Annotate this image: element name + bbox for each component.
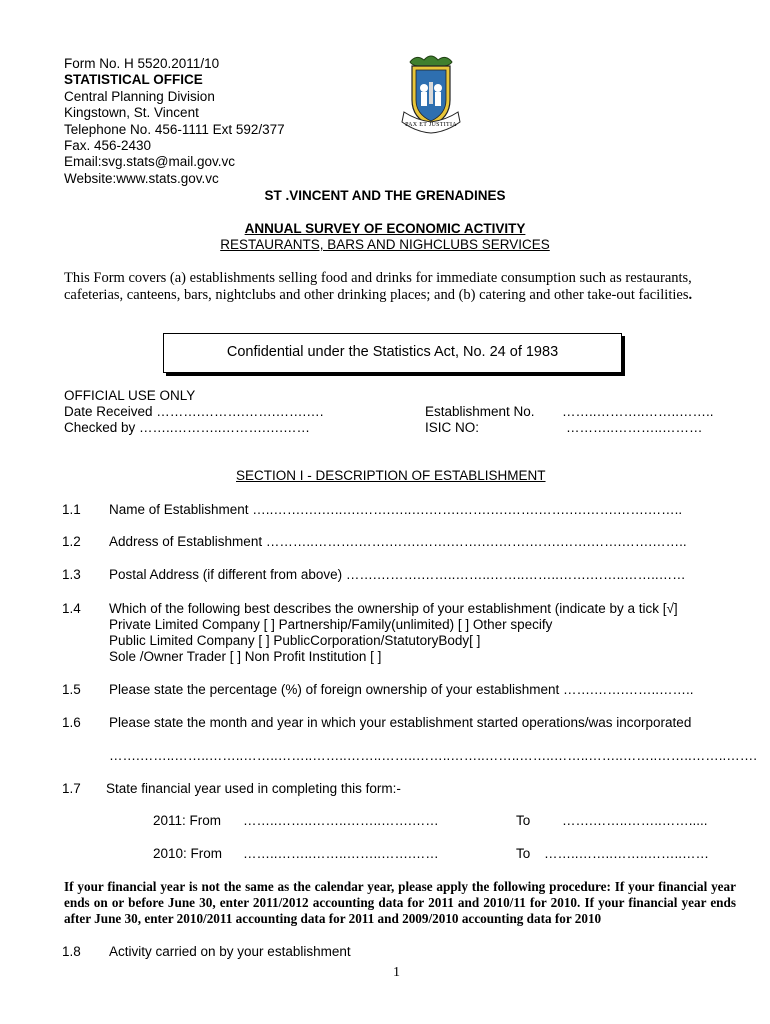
foreign-ownership-field[interactable]: Please state the percentage (%) of foreign ownership of your establishment …….…….……..……..: [109, 682, 694, 697]
fy-2011-to-label: To: [516, 813, 531, 828]
item-number: 1.3: [62, 567, 81, 582]
form-number: Form No. H 5520.2011/10: [64, 56, 220, 71]
crest-motto: PAX ET JUSTITIA: [405, 122, 457, 128]
postal-address-field[interactable]: Postal Address (if different from above) …….……….……..……..……..……..…….……..……..……: [109, 567, 686, 582]
division-name: Central Planning Division: [64, 89, 215, 104]
coat-of-arms-icon: [396, 52, 466, 142]
item-number: 1.1: [62, 502, 81, 517]
fy-2010-from-field[interactable]: ……..……..……..……..…….……: [243, 846, 439, 861]
establishment-no-field[interactable]: ……..………..……..……..: [562, 404, 714, 419]
fy-2010-to-label: To: [516, 846, 531, 861]
intro-paragraph: [64, 270, 734, 304]
establishment-name-field[interactable]: Name of Establishment …..…….….…..….…….…..….…….…….….…….…….….…….…….……..: [109, 502, 683, 517]
item-number: 1.7: [62, 781, 81, 796]
fy-2011-to-field[interactable]: …….……..……..…….....: [562, 813, 708, 828]
isic-label: ISIC NO:: [425, 420, 480, 435]
fy-2011-label: 2011: From: [153, 813, 222, 828]
item-number: 1.2: [62, 534, 81, 549]
confidential-box: [163, 333, 622, 373]
website: Website:www.stats.gov.vc: [64, 171, 219, 186]
page-number: 1: [393, 965, 400, 980]
item-number: 1.5: [62, 682, 81, 697]
email: Email:svg.stats@mail.gov.vc: [64, 154, 235, 169]
item-number: 1.8: [62, 944, 81, 959]
country-title: ST .VINCENT AND THE GRENADINES: [264, 188, 506, 203]
survey-title: ANNUAL SURVEY OF ECONOMIC ACTIVITY: [244, 221, 526, 236]
start-date-field[interactable]: …….……..……..……..……..……..……..……..……..……..……..……..……..……..……..……..……..……..…….: [109, 748, 758, 763]
establishment-no-label: Establishment No.: [425, 404, 535, 419]
ownership-question: Which of the following best describes the ownership of your establishment (indicate by a tick [√]: [109, 601, 678, 616]
start-date-question: Please state the month and year in which your establishment started operations/was incorporated: [109, 715, 692, 730]
isic-field[interactable]: ………..………..………: [566, 420, 703, 435]
establishment-address-field[interactable]: Address of Establishment ………..……….…….…….…….…….….…….…….…….…….…….……..: [109, 534, 687, 549]
financial-year-question: State financial year used in completing this form:-: [106, 781, 401, 796]
activity-question: Activity carried on by your establishment: [109, 944, 351, 959]
ownership-options-row[interactable]: Private Limited Company [ ] Partnership/Family(unlimited) [ ] Other specify: [109, 617, 553, 632]
checked-by-field[interactable]: Checked by ……..………..……….….……: [64, 420, 311, 435]
official-use-heading: OFFICIAL USE ONLY: [64, 388, 196, 403]
fax: Fax. 456-2430: [64, 138, 152, 153]
item-number: 1.6: [62, 715, 81, 730]
ownership-options-row[interactable]: Sole /Owner Trader [ ] Non Profit Institution [ ]: [109, 649, 382, 664]
fy-2010-to-field[interactable]: ……..……..……..……..……: [544, 846, 710, 861]
telephone: Telephone No. 456-1111 Ext 592/377: [64, 122, 285, 137]
item-number: 1.4: [62, 601, 81, 616]
intro-text: This Form covers (a) establishments selling food and drinks for immediate consumption such as restaurants, cafeterias, canteens, bars, nightclubs and other drinking places; and (b) catering and other take-out facilities: [64, 270, 692, 303]
ownership-options-row[interactable]: Public Limited Company [ ] PublicCorporation/StatutoryBody[ ]: [109, 633, 481, 648]
date-received-field[interactable]: Date Received ……….……….…….…….….: [64, 404, 324, 419]
intro-end: .: [688, 287, 693, 303]
fy-2010-label: 2010: From: [153, 846, 223, 861]
survey-subject: RESTAURANTS, BARS AND NIGHCLUBS SERVICES: [220, 237, 550, 252]
office-name: STATISTICAL OFFICE: [64, 72, 203, 87]
section-title: SECTION I - DESCRIPTION OF ESTABLISHMENT: [236, 468, 546, 483]
financial-year-note: If your financial year is not the same as the calendar year, please apply the following procedure: If your financial year ends on or before June 30, enter 2011/2012 accounting data for 2011 and 2010/11 for 2010. If your financial year ends after June 30, enter 2010/2011 accounting data for 2011 and 2009/2010 accounting data for 2010: [64, 879, 736, 926]
office-location: Kingstown, St. Vincent: [64, 105, 199, 120]
confidential-notice: Confidential under the Statistics Act, No. 24 of 1983: [226, 344, 559, 360]
fy-2011-from-field[interactable]: ……..……..……..……..…….……: [243, 813, 439, 828]
